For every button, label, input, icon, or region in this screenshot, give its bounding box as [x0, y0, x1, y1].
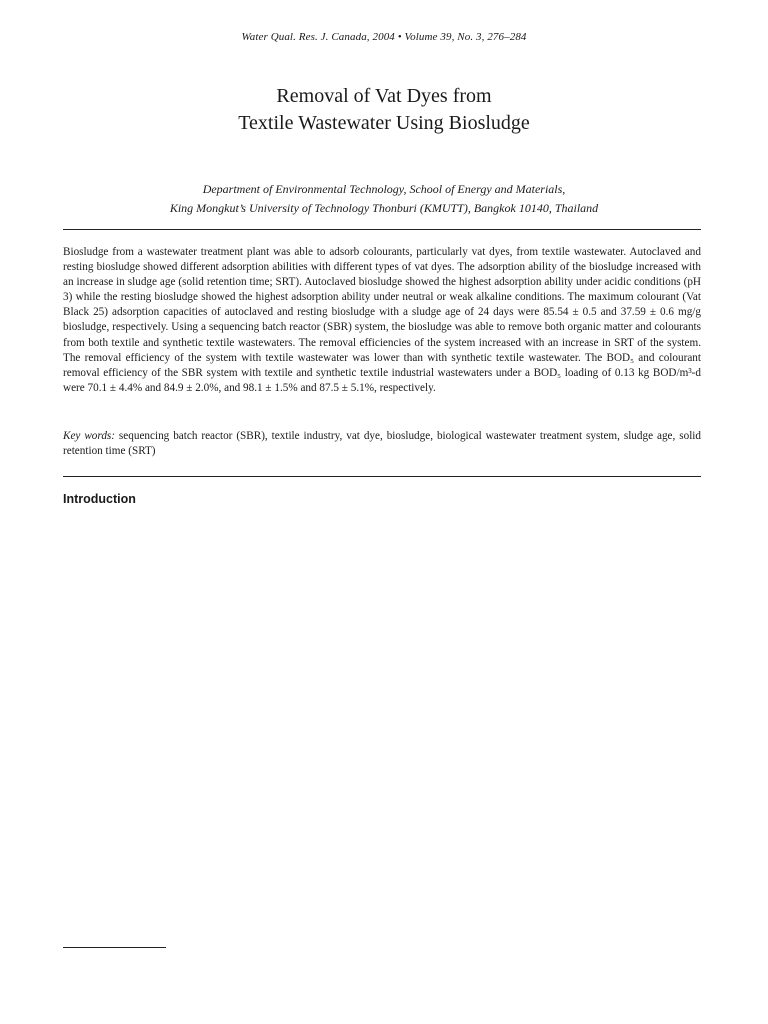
introduction-heading: Introduction	[63, 492, 136, 506]
keywords-text: sequencing batch reactor (SBR), textile industry, vat dye, biosludge, biological wastewater treatment system, sludge age, solid retention time (SRT)	[63, 430, 702, 458]
abstract-top-divider	[63, 229, 701, 230]
author-affiliation	[0, 180, 768, 218]
keywords	[63, 429, 701, 459]
affiliation-line-1: Department of Environmental Technology, School of Energy and Materials,	[202, 182, 566, 196]
affiliation-line-2: King Mongkut’s University of Technology Thonburi (KMUTT), Bangkok 10140, Thailand	[169, 201, 599, 215]
article-title	[0, 83, 768, 137]
article-title-line-2: Textile Wastewater Using Biosludge	[238, 112, 530, 134]
footnote-divider	[63, 947, 166, 948]
abstract-bottom-divider	[63, 476, 701, 477]
keywords-label: Key words:	[63, 430, 115, 442]
abstract-text: Biosludge from a wastewater treatment plant was able to adsorb colourants, particularly vat dyes, from textile wastewater. Autoclaved and resting biosludge showed different adsorption abilities with different types of vat dyes. The adsorption ability of the biosludge increased with an increase in sludge age (solid retention time; SRT). Autoclaved biosludge showed the highest adsorption ability under acidic conditions (pH 3) while the resting biosludge showed the highest adsorption ability under neutral or weak alkaline conditions. The maximum colourant (Vat Black 25) adsorption capacities of autoclaved and resting biosludge with a sludge age of 24 days were 85.54 ± 0.5 and 37.59 ± 0.6 mg/g biosludge, respectively. Using a sequencing batch reactor (SBR) system, the biosludge was able to remove both organic matter and colourants from both textile and synthetic textile wastewaters. The removal efficiencies of the system increased with an increase in SRT of the system. The removal efficiency of the system with textile wastewater was lower than with synthetic textile wastewater. The BOD₅ and colourant removal efficiency of the SBR system with textile and synthetic textile industrial wastewaters under a BOD₅ loading of 0.13 kg BOD/m³-d were 70.1 ± 4.4% and 84.9 ± 2.0%, and 98.1 ± 1.5% and 87.5 ± 5.1%, respectively.	[63, 246, 701, 394]
journal-citation: Water Qual. Res. J. Canada, 2004 • Volume 39, No. 3, 276–284	[241, 31, 527, 43]
article-title-line-1: Removal of Vat Dyes from	[276, 85, 492, 107]
